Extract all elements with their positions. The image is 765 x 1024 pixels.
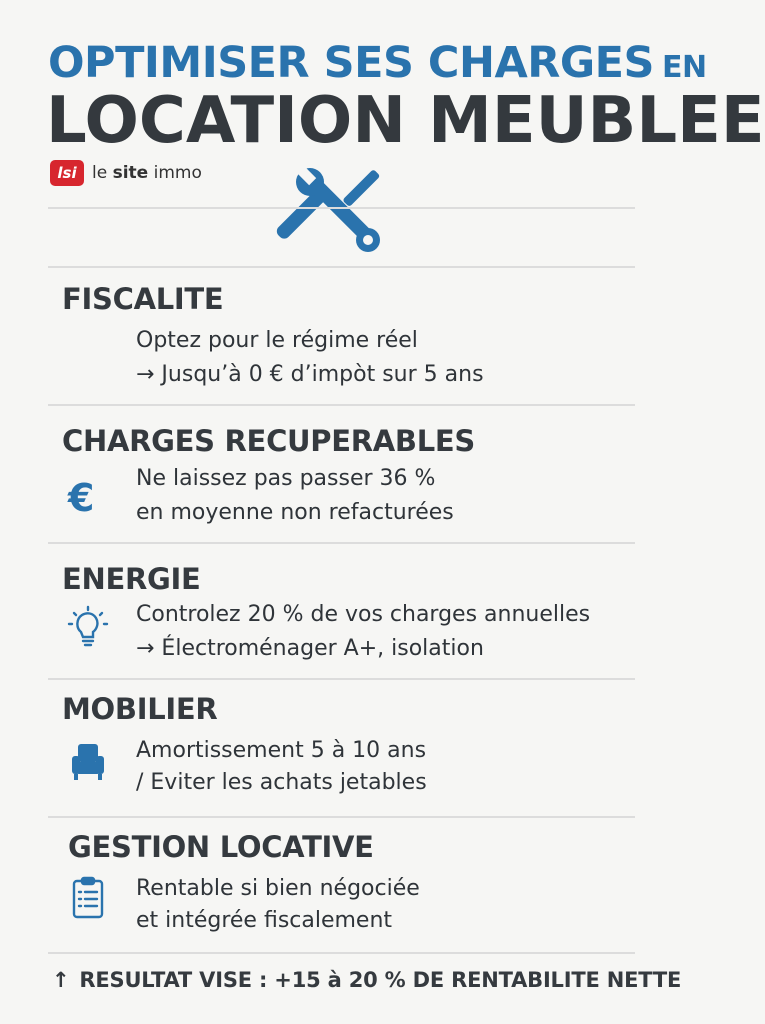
section-line-1: Ne laissez pas passer 36 % — [136, 466, 436, 491]
title-line-1-small: EN — [661, 50, 707, 85]
title-line-1 — [48, 38, 707, 88]
section-line-1: Controlez 20 % de vos charges annuelles — [136, 602, 591, 627]
up-arrow-icon: ↑ — [52, 968, 70, 992]
logo-text-bold: site — [112, 163, 149, 183]
section-line-2: → Électroménager A+, isolation — [136, 636, 484, 661]
footer-text: RESULTAT VISE : +15 à 20 % DE RENTABILITE NETTE — [79, 968, 682, 992]
section-line-1: Amortissement 5 à 10 ans — [136, 738, 427, 763]
section-title: MOBILIER — [62, 692, 218, 726]
section-line-2: / Eviter les achats jetables — [136, 770, 427, 795]
lightbulb-icon — [68, 606, 108, 650]
section-mobilier — [48, 680, 635, 816]
section-charges-recuperables — [48, 406, 635, 542]
footer-result — [52, 968, 681, 992]
section-line-2: en moyenne non refacturées — [136, 500, 454, 525]
divider — [48, 952, 635, 954]
section-line-1: Rentable si bien négociée — [136, 876, 420, 901]
logo-badge: lsi — [50, 160, 84, 186]
euro-icon: € — [68, 476, 95, 520]
section-title: GESTION LOCATIVE — [68, 830, 374, 864]
title-line-2: LOCATION MEUBLEE — [46, 84, 765, 158]
logo-text — [92, 163, 202, 183]
section-line-1: Optez pour le régime réel — [136, 328, 418, 353]
section-fiscalite — [48, 268, 635, 404]
section-title: FISCALITE — [62, 282, 224, 316]
clipboard-icon — [68, 876, 108, 920]
section-title: CHARGES RECUPERABLES — [62, 424, 476, 458]
logo — [50, 160, 202, 186]
section-title: ENERGIE — [62, 562, 201, 596]
section-line-2: → Jusqu’à 0 € d’impòt sur 5 ans — [136, 362, 484, 387]
section-energie — [48, 544, 635, 678]
logo-text-part1: le — [92, 163, 113, 183]
wrench-screwdriver-icon — [288, 160, 388, 260]
divider — [48, 207, 635, 209]
title-line-1-main: OPTIMISER SES CHARGES — [48, 38, 654, 88]
section-line-2: et intégrée fiscalement — [136, 908, 393, 933]
armchair-icon — [68, 740, 108, 784]
section-gestion-locative — [48, 818, 635, 952]
logo-text-part2: immo — [148, 163, 202, 183]
